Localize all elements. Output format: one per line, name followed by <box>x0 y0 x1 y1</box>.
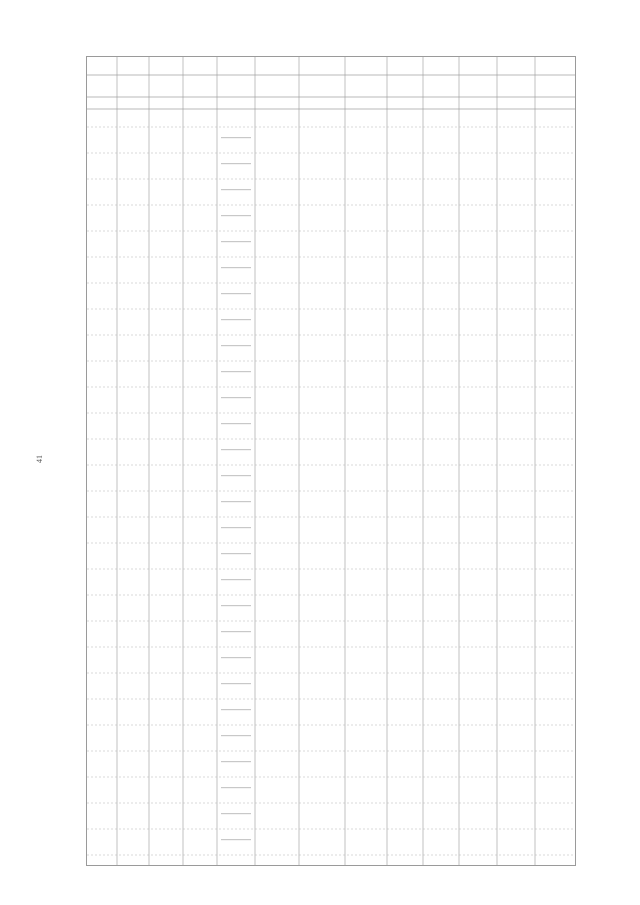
table-grid <box>87 57 576 866</box>
illegible-text-stroke <box>221 241 251 242</box>
illegible-text-stroke <box>221 189 251 190</box>
illegible-text-stroke <box>221 371 251 372</box>
illegible-text-stroke <box>221 709 251 710</box>
illegible-text-stroke <box>221 527 251 528</box>
page-number: 41 <box>35 455 44 463</box>
rotated-data-table <box>86 56 576 866</box>
label-column-text-blocks <box>221 137 251 840</box>
header-band-rules <box>87 75 576 109</box>
illegible-text-stroke <box>221 553 251 554</box>
illegible-text-stroke <box>221 345 251 346</box>
illegible-text-stroke <box>221 735 251 736</box>
row-rules <box>87 127 576 855</box>
column-rules <box>117 57 535 866</box>
illegible-text-stroke <box>221 813 251 814</box>
illegible-text-stroke <box>221 423 251 424</box>
illegible-text-stroke <box>221 163 251 164</box>
illegible-text-stroke <box>221 683 251 684</box>
illegible-text-stroke <box>221 657 251 658</box>
illegible-text-stroke <box>221 137 251 138</box>
illegible-text-stroke <box>221 475 251 476</box>
illegible-text-stroke <box>221 319 251 320</box>
illegible-text-stroke <box>221 449 251 450</box>
illegible-text-stroke <box>221 605 251 606</box>
illegible-text-stroke <box>221 631 251 632</box>
illegible-text-stroke <box>221 839 251 840</box>
illegible-text-stroke <box>221 761 251 762</box>
illegible-text-stroke <box>221 267 251 268</box>
illegible-text-stroke <box>221 579 251 580</box>
illegible-text-stroke <box>221 787 251 788</box>
illegible-text-stroke <box>221 293 251 294</box>
illegible-text-stroke <box>221 215 251 216</box>
illegible-text-stroke <box>221 397 251 398</box>
illegible-text-stroke <box>221 501 251 502</box>
